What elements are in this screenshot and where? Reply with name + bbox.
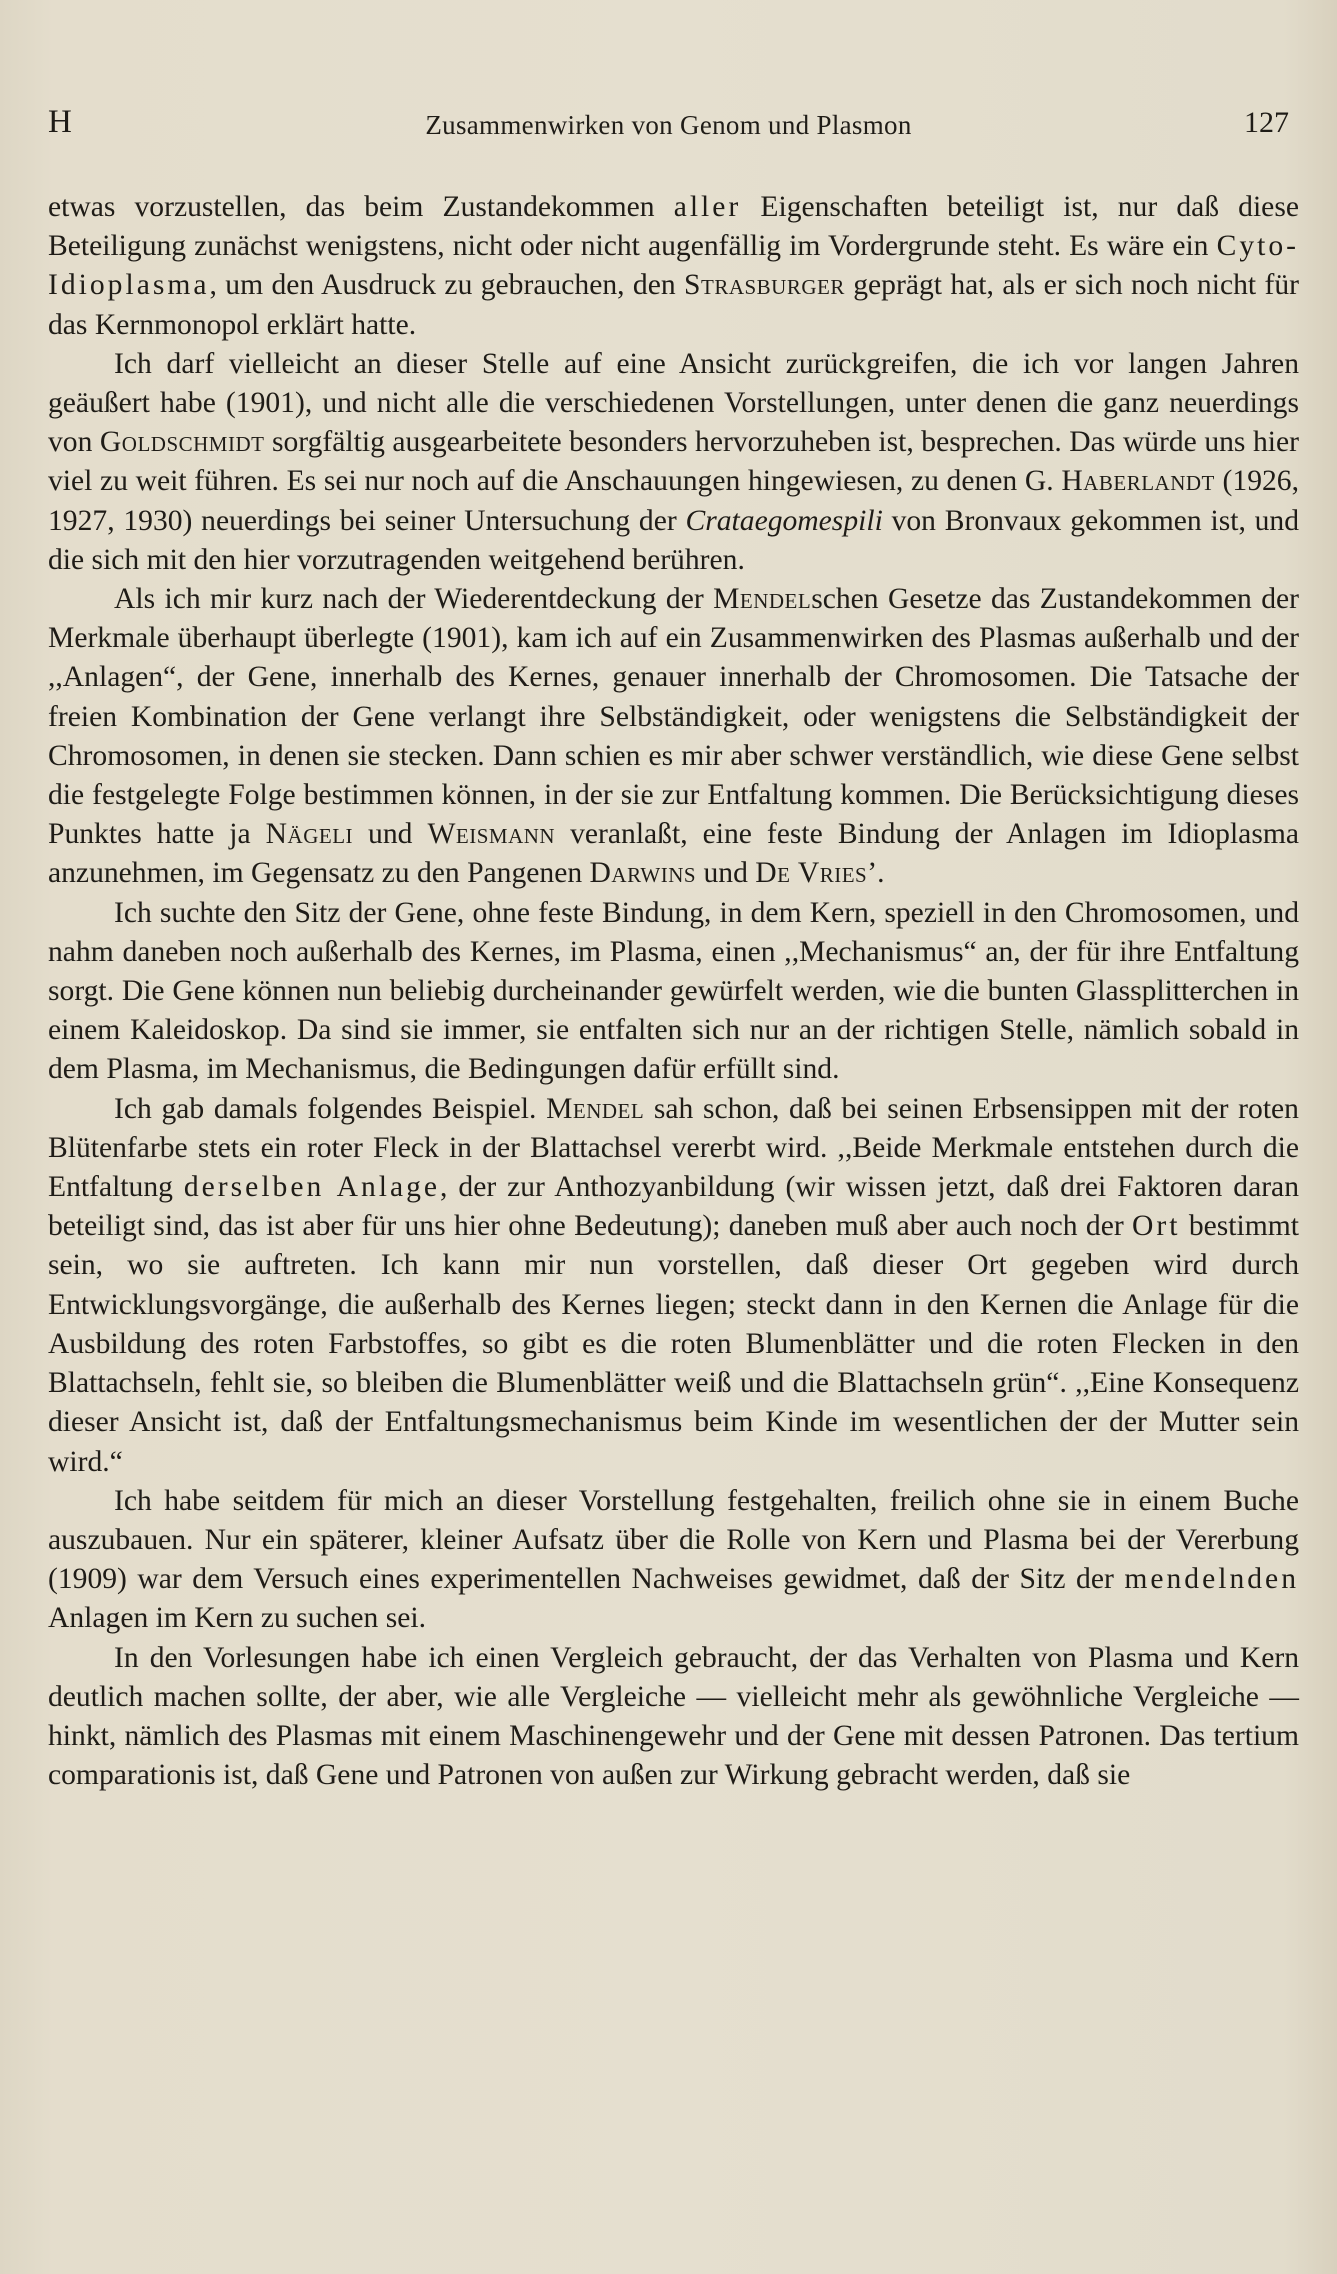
text-run: Als ich mir kurz nach der Wiederentdeckung der [114, 583, 714, 616]
paragraph-4 [48, 894, 1299, 1090]
author-name: Darwins [589, 857, 697, 890]
text-run: Ich habe seitdem für mich an dieser Vorstellung festgehalten, freilich ohne sie in einem Buche auszubauen. Nur ein späterer, kleiner Aufsatz über die Rolle von Kern und Plasma bei der Vererbung (1909) war dem Versuch eines experimentellen Nachweises gewidmet, daß der Sitz der [48, 1484, 1299, 1596]
text-run: Eigenschaften beteiligt ist, nur daß diese Beteiligung zunächst wenigstens, nicht oder nicht augenfällig im Vordergrunde steht. Es wäre ein [48, 191, 1299, 263]
text-run: In den Vorlesungen habe ich einen Vergleich gebraucht, der das Verhalten von Plasma und Kern deutlich machen sollte, der aber, wie alle Vergleiche — vielleicht mehr als gewöhnliche Vergleiche — hinkt, nämlich des Plasmas mit einem Maschinengewehr und der Gene mit dessen Patronen. Das tertium comparationis ist, daß Gene und Patronen von außen zur Wirkung gebracht werden, daß sie [48, 1641, 1299, 1792]
author-name: Goldschmidt [99, 426, 265, 459]
spaced-emphasis: Ort [1132, 1210, 1181, 1243]
spaced-emphasis: Cyto-Idioplasma [48, 230, 1299, 302]
text-run: etwas vorzustellen, das beim Zustandekommen [48, 191, 674, 223]
page-number: 127 [1244, 106, 1289, 139]
text-run: sorgfältig ausgearbeitete besonders hervorzuheben ist, besprechen. Das würde uns hier viel zu weit führen. Es sei nur noch auf die Anschauungen hingewiesen, zu denen G. [48, 426, 1299, 498]
italic-term: Crataegomespili [685, 504, 883, 537]
text-run: veranlaßt, eine feste Bindung der Anlagen im Idioplasma anzunehmen, im Gegensatz zu den Pangenen [48, 818, 1299, 890]
author-name: Mendel [713, 583, 812, 616]
spaced-emphasis: aller [673, 191, 742, 223]
spaced-emphasis: derselben Anlage [183, 1171, 441, 1204]
running-title: Zusammenwirken von Genom und Plasmon [425, 110, 912, 140]
paragraph-2 [48, 345, 1299, 580]
text-run: ’. [867, 857, 885, 890]
body-text [48, 188, 1299, 1795]
author-name: Nägeli [265, 818, 354, 851]
spaced-emphasis: mendelnden [1124, 1563, 1299, 1596]
paragraph-3 [48, 580, 1299, 894]
author-name: Weismann [427, 818, 556, 851]
text-run: sah schon, daß bei seinen Erbsensippen mit der roten Blütenfarbe stets ein roter Fleck in der Blattachsel vererbt wird. ,,Beide Merkmale entstehen durch die Entfaltung [48, 1092, 1299, 1204]
author-name: Strasburger [684, 269, 845, 302]
author-name: Mendel [546, 1092, 645, 1125]
paragraph-6 [48, 1482, 1299, 1639]
text-run: und [353, 818, 428, 851]
text-run: Ich darf vielleicht an dieser Stelle auf eine Ansicht zurückgreifen, die ich vor langen Jahren geäußert habe (1901), und nicht alle die verschiedenen Vorstellungen, unter denen die ganz neuerdings von [48, 347, 1299, 459]
paragraph-1 [48, 188, 1299, 345]
text-run: Anlagen im Kern zu suchen sei. [48, 1602, 427, 1635]
text-run: , um den Ausdruck zu gebrauchen, den [209, 269, 685, 302]
text-run: schen Gesetze das Zustandekommen der Merkmale überhaupt überlegte (1901), kam ich auf ein Zusammenwirken des Plasmas außerhalb und der ,,Anlagen“, der Gene, innerhalb des Kernes, genauer innerhalb der Chromosomen. Die Tatsache der freien Kombination der Gene verlangt ihre Selbständigkeit, oder wenigstens die Selbständigkeit der Chromosomen, in denen sie stecken. Dann schien es mir aber schwer verständlich, wie diese Gene selbst die festgelegte Folge bestimmen können, in der sie zur Entfaltung kommen. Die Berücksichtigung dieses Punktes hatte ja [48, 583, 1299, 851]
running-header [48, 104, 1289, 150]
text-run: Ich gab damals folgendes Beispiel. [114, 1092, 547, 1125]
paragraph-7 [48, 1639, 1299, 1796]
text-run: (1926, 1927, 1930) neuerdings bei seiner Untersuchung der [48, 465, 1299, 537]
paragraph-5 [48, 1090, 1299, 1482]
text-run: und [696, 857, 756, 890]
text-run: bestimmt sein, wo sie auftreten. Ich kann mir nun vorstellen, daß dieser Ort gegeben wird durch Entwicklungsvorgänge, die außerhalb des Kernes liegen; steckt dann in den Kernen die Anlage für die Ausbildung des roten Farbstoffes, so gibt es die roten Blumenblätter und die roten Flecken in den Blattachseln, fehlt sie, so bleiben die Blumenblätter weiß und die Blattachseln grün“. ,,Eine Konsequenz dieser Ansicht ist, daß der Entfaltungsmechanismus beim Kinde im wesentlichen der der Mutter sein wird.“ [48, 1210, 1299, 1478]
author-name: De Vries [755, 857, 868, 890]
text-run: von Bronvaux gekommen ist, und die sich mit den hier vorzutragenden weitgehend berühren. [48, 504, 1300, 576]
text-run: Ich suchte den Sitz der Gene, ohne feste Bindung, in dem Kern, speziell in den Chromosomen, und nahm daneben noch außerhalb des Kernes, im Plasma, einen ,,Mechanismus“ an, der für ihre Entfaltung sorgt. Die Gene können nun beliebig durcheinander gewürfelt werden, wie die bunten Glassplitterchen in einem Kaleidoskop. Da sind sie immer, sie entfalten sich nur an der richtigen Stelle, nämlich sobald in dem Plasma, im Mechanismus, die Bedingungen dafür erfüllt sind. [48, 896, 1299, 1086]
author-name: Haberlandt [1061, 465, 1215, 498]
section-letter: H [48, 104, 72, 140]
text-run: , der zur Anthozyanbildung (wir wissen jetzt, daß drei Faktoren daran beteiligt sind, das ist aber für uns hier ohne Bedeutung); daneben muß aber auch noch der [48, 1171, 1299, 1243]
text-run: geprägt hat, als er sich noch nicht für das Kernmonopol erklärt hatte. [48, 269, 1299, 341]
